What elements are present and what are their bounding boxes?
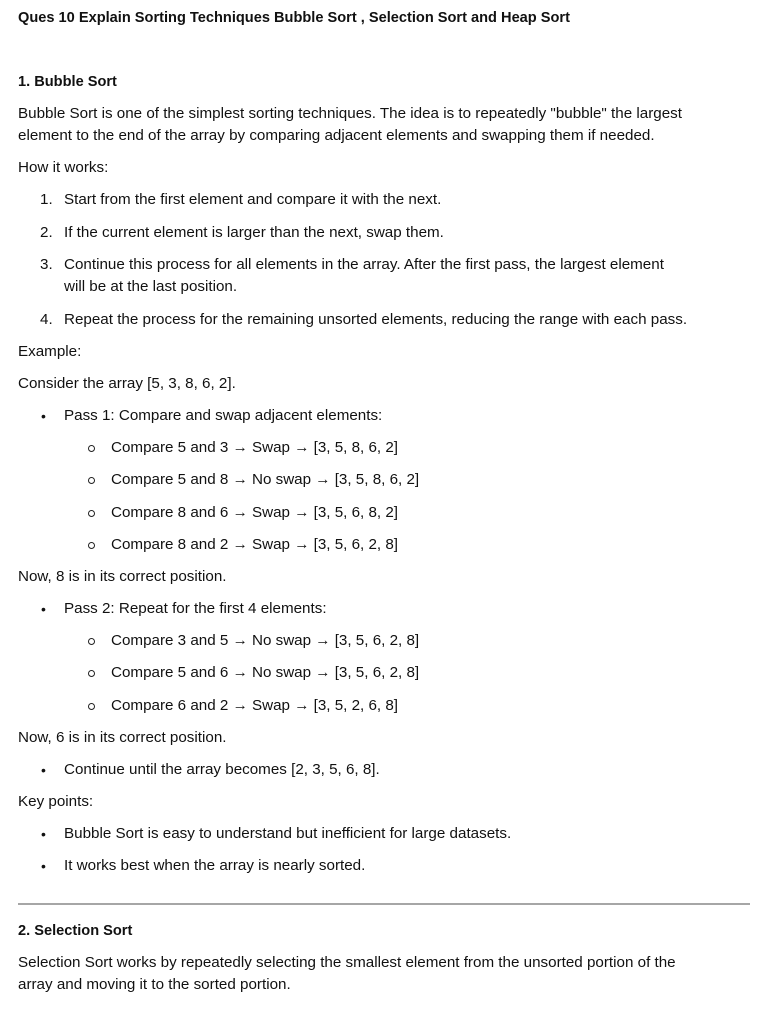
after-pass-2-text: Now, 6 is in its correct position. [18, 729, 227, 746]
bubble-intro-line-2: element to the end of the array by comparing adjacent elements and swapping them if needed. [18, 127, 655, 144]
continue-text: Continue until the array becomes [2, 3, 5, 6, 8]. [64, 761, 380, 778]
section-divider [18, 903, 750, 905]
hollow-bullet-icon [88, 534, 98, 544]
step-text: Continue this process for all elements in the array. After the first pass, the largest element [64, 256, 664, 273]
bullet-icon: • [41, 762, 46, 778]
step-text: Start from the first element and compare it with the next. [64, 191, 442, 208]
bullet-icon: • [41, 858, 46, 874]
step-number: 4. [40, 311, 53, 328]
step-number: 3. [40, 256, 53, 273]
step-text: will be at the last position. [64, 278, 238, 295]
bullet-icon: • [41, 826, 46, 842]
consider-array-text: Consider the array [5, 3, 8, 6, 2]. [18, 375, 236, 392]
hollow-bullet-icon [88, 502, 98, 512]
pass-step-text: Compare 8 and 2 → Swap → [3, 5, 6, 2, 8] [111, 536, 399, 553]
selection-intro-line-2: array and moving it to the sorted portion. [18, 976, 291, 993]
hollow-bullet-icon [88, 695, 98, 705]
pass-label: Pass 2: Repeat for the first 4 elements: [64, 600, 327, 617]
hollow-bullet-icon [88, 437, 98, 447]
hollow-bullet-icon [88, 630, 98, 640]
pass-label: Pass 1: Compare and swap adjacent elements: [64, 407, 383, 424]
how-it-works-label: How it works: [18, 159, 109, 176]
hollow-bullet-icon [88, 469, 98, 479]
selection-intro-line-1: Selection Sort works by repeatedly selecting the smallest element from the unsorted portion of the [18, 954, 676, 971]
after-pass-1-text: Now, 8 is in its correct position. [18, 568, 227, 585]
pass-step-text: Compare 5 and 6 → No swap → [3, 5, 6, 2, 8] [111, 664, 420, 681]
pass-step-text: Compare 6 and 2 → Swap → [3, 5, 2, 6, 8] [111, 697, 399, 714]
hollow-bullet-icon [88, 662, 98, 672]
bullet-icon: • [41, 601, 46, 617]
question-title: Ques 10 Explain Sorting Techniques Bubble Sort , Selection Sort and Heap Sort [18, 10, 570, 26]
pass-step-text: Compare 5 and 3 → Swap → [3, 5, 8, 6, 2] [111, 439, 399, 456]
key-point-text: It works best when the array is nearly sorted. [64, 857, 366, 874]
selection-sort-heading: 2. Selection Sort [18, 923, 133, 939]
step-text: Repeat the process for the remaining unsorted elements, reducing the range with each pass. [64, 311, 688, 328]
pass-step-text: Compare 5 and 8 → No swap → [3, 5, 8, 6, 2] [111, 471, 420, 488]
example-label: Example: [18, 343, 82, 360]
step-number: 2. [40, 224, 53, 241]
step-text: If the current element is larger than the next, swap them. [64, 224, 444, 241]
pass-step-text: Compare 8 and 6 → Swap → [3, 5, 6, 8, 2] [111, 504, 399, 521]
key-point-text: Bubble Sort is easy to understand but inefficient for large datasets. [64, 825, 512, 842]
step-number: 1. [40, 191, 53, 208]
key-points-label: Key points: [18, 793, 94, 810]
bullet-icon: • [41, 408, 46, 424]
bubble-intro-line-1: Bubble Sort is one of the simplest sorting techniques. The idea is to repeatedly "bubble" the largest [18, 105, 682, 122]
bubble-sort-heading: 1. Bubble Sort [18, 74, 117, 90]
pass-step-text: Compare 3 and 5 → No swap → [3, 5, 6, 2, 8] [111, 632, 420, 649]
